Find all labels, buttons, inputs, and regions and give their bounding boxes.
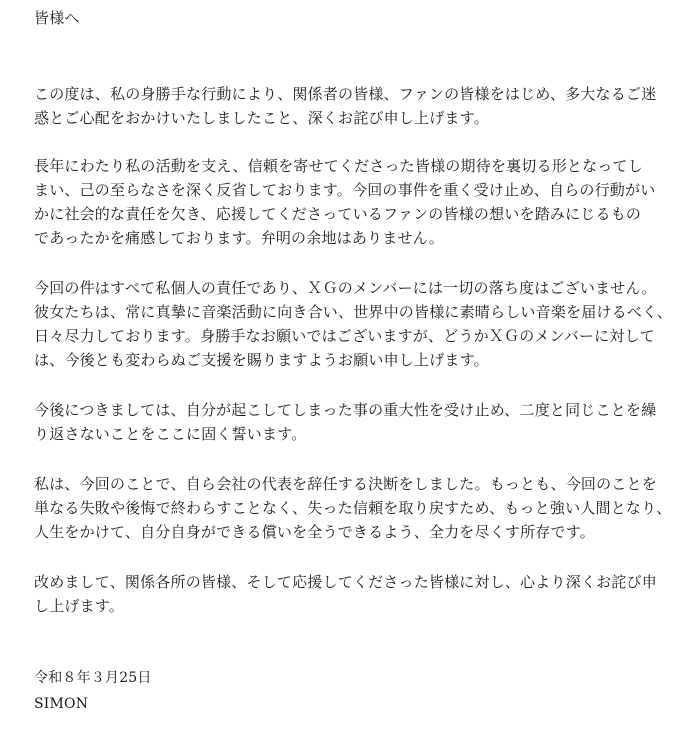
paragraph-1-line-2: 惑とご心配をおかけいたしましたこと、深くお詫び申し上げます。 [34,109,489,127]
paragraph-2-line-3: かに社会的な責任を欠き、応援してくださっているファンの皆様の想いを踏みにじるもの [34,205,642,223]
paragraph-2-line-2: まい、己の至らなさを深く反省しております。今回の事件を重く受け止め、自らの行動がい [34,181,656,199]
paragraph-4-line-1: 今後につきましては、自分が起こしてしまった事の重大性を受け止め、二度と同じことを繰 [34,401,657,419]
letter-date: 令和８年３月25日 [34,670,152,686]
paragraph-3-line-1: 今回の件はすべて私個人の責任であり、ＸＧのメンバーには一切の落ち度はございません。 [34,279,657,297]
paragraph-5-line-2: 単なる失敗や後悔で終わらすことなく、失った信頼を取り戻すため、もっと強い人間となり、 [34,499,672,517]
paragraph-4-line-2: り返さないことをここに固く誓います。 [34,425,307,443]
paragraph-3-line-4: は、今後とも変わらぬご支援を賜りますようお願い申し上げます。 [34,351,489,369]
paragraph-6-line-2: し上げます。 [34,597,125,615]
salutation: 皆様へ [34,9,80,27]
paragraph-3-line-2: 彼女たちは、常に真摯に音楽活動に向き合い、世界中の皆様に素晴らしい音楽を届けるべく、 [34,303,673,321]
paragraph-5-line-3: 人生をかけて、自分自身ができる償いを全うできるよう、全力を尽くす所存です。 [34,523,595,541]
paragraph-6-line-1: 改めまして、関係各所の皆様、そして応援してくださった皆様に対し、心より深くお詫び申 [34,573,657,591]
letter-signature: SIMON [34,696,89,712]
paragraph-2-line-4: であったかを痛感しております。弁明の余地はありません。 [34,229,444,247]
paragraph-2-line-1: 長年にわたり私の活動を支え、信頼を寄せてくださった皆様の期待を裏切る形となってし [34,157,643,175]
paragraph-5-line-1: 私は、今回のことで、自ら会社の代表を辞任する決断をしました。もっとも、今回のことを [34,475,657,493]
paragraph-1-line-1: この度は、私の身勝手な行動により、関係者の皆様、ファンの皆様をはじめ、多大なるご迷 [34,85,657,103]
paragraph-3-line-3: 日々尽力しております。身勝手なお願いではございますが、どうかＸＧのメンバーに対して [34,327,655,345]
